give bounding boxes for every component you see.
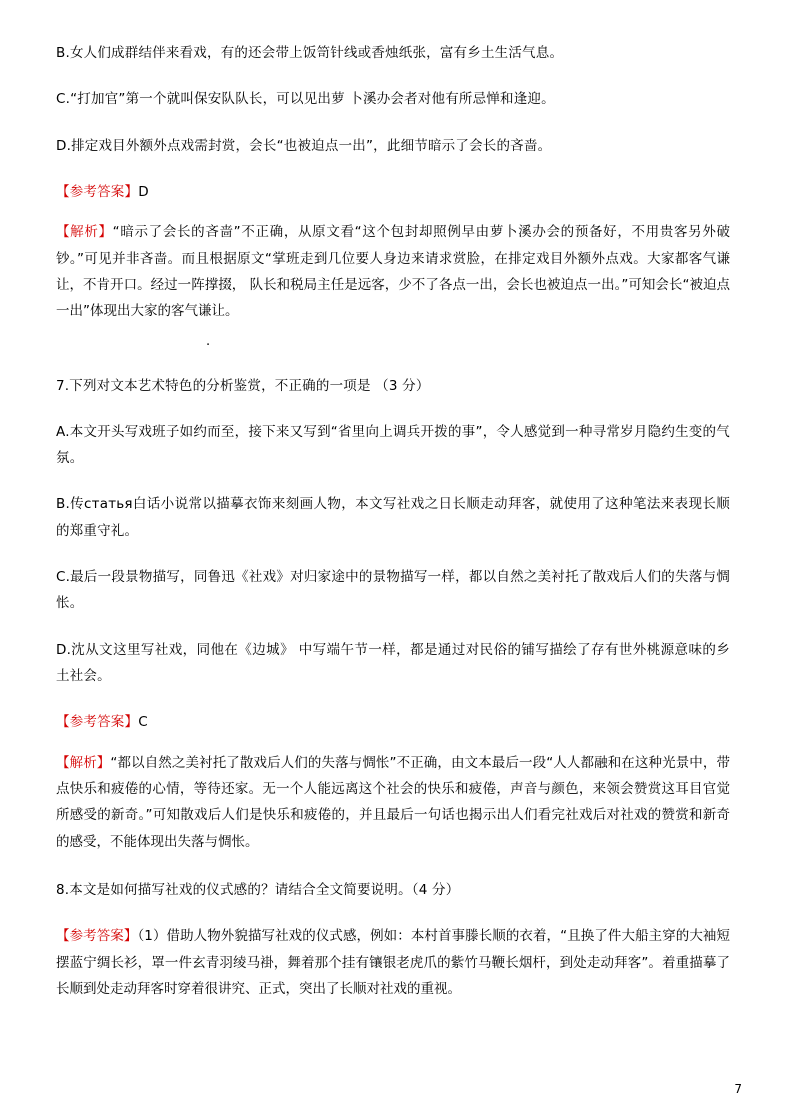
- stray-mark: ·: [206, 337, 211, 353]
- reference-answer-q7: [56, 709, 730, 735]
- explanation-q7: [56, 750, 730, 855]
- question-7-text: 下列对文本艺术特色的分析鉴赏，不正确的一项是 （3 分）: [69, 377, 430, 394]
- explanation-tag: 【解析】: [56, 754, 111, 771]
- choice-option-c-q7: C.最后一段景物描写，同鲁迅《社戏》对归家途中的景物描写一样，都以自然之美衬托了散戏后人们的失落与惆怅。: [56, 569, 730, 612]
- reference-answer-tag: 【参考答案】: [56, 183, 139, 200]
- reference-answer-q6: [56, 179, 730, 205]
- explanation-text: “都以自然之美衬托了散戏后人们的失落与惆怅”不正确，由文本最后一段“人人都融和在这种光景中，带点快乐和疲倦的心情，等待还家。无一个人能远离这个社会的快乐和疲倦，声音与颜色，来领会赞赏这耳目官觉所感受的新奇。”可知散戏后人们是快乐和疲倦的，并且最后一句话也揭示出人们看完社戏后对社戏的赞赏和新奇的感受，不能体现出失落与惆怅。: [56, 754, 731, 850]
- explanation-tag: 【解析】: [56, 224, 113, 241]
- choice-option-d-q7: D.沈从文这里写社戏，同他在《边城》 中写端午节一样，都是通过对民俗的铺写描绘了存有世外桃源意味的乡土社会。: [56, 641, 730, 684]
- explanation-text: “暗示了会长的吝啬”不正确，从原文看“这个包封却照例早由萝卜溪办会的预备好，不用贵客另外破钞。”可见并非吝啬。而且根据原文“掌班走到几位要人身边来请求赏脸，在排定戏目外额外点戏。大家都客气谦让，不肯开口。经过一阵撑掇， 队长和税局主任是远客，少不了各点一出，会长也被迫点一出。”可知会长“被迫点一出”体现出大家的客气谦让。: [56, 224, 730, 320]
- explanation-q6: [56, 219, 730, 324]
- reference-answer-value: D: [138, 183, 149, 200]
- reference-answer-tag: 【参考答案】: [56, 714, 139, 731]
- question-8-number: 8.: [56, 881, 70, 898]
- reference-answer-q8: [56, 923, 730, 1002]
- choice-option-c-q6: C.“打加官”第一个就叫保安队队长，可以见出萝 卜溪办会者对他有所忌惮和逢迎。: [56, 91, 555, 108]
- reference-answer-tag: 【参考答案】: [56, 928, 138, 945]
- question-7-number: 7.: [56, 377, 70, 394]
- page-number: 7: [734, 1082, 742, 1096]
- question-8-text: 本文是如何描写社戏的仪式感的？请结合全文简要说明。（4 分）: [69, 881, 460, 898]
- choice-option-b-q7: B.传статья白话小说常以描摹衣饰来刻画人物，本文写社戏之日长顺走动拜客，就使用了这种笔法来表现长顺的郑重守礼。: [56, 496, 730, 539]
- choice-option-d-q6: D.排定戏目外额外点戏需封赏，会长“也被迫点一出”，此细节暗示了会长的吝啬。: [56, 137, 552, 154]
- reference-answer-value: C: [138, 714, 148, 731]
- reference-answer-text: （1）借助人物外貌描写社戏的仪式感，例如：本村首事滕长顺的衣着，“且换了件大船主穿的大袖短摆蓝宁绸长衫，罩一件玄青羽绫马褂，舞着那个挂有镶银老虎爪的紫竹马鞭长烟杆，到处走动拜客”。着重描摹了长顺到处走动拜客时穿着很讲究、正式，突出了长顺对社戏的重视。: [56, 928, 731, 997]
- choice-option-b-q6: B.女人们成群结伴来看戏，有的还会带上饭笥针线或香烛纸张，富有乡土生活气息。: [56, 45, 564, 61]
- choice-option-a-q7: A.本文开头写戏班子如约而至，接下来又写到“省里向上调兵开拨的事”，令人感觉到一种寻常岁月隐约生变的气氛。: [56, 423, 730, 467]
- question-8: [56, 877, 730, 903]
- question-7: [56, 373, 730, 399]
